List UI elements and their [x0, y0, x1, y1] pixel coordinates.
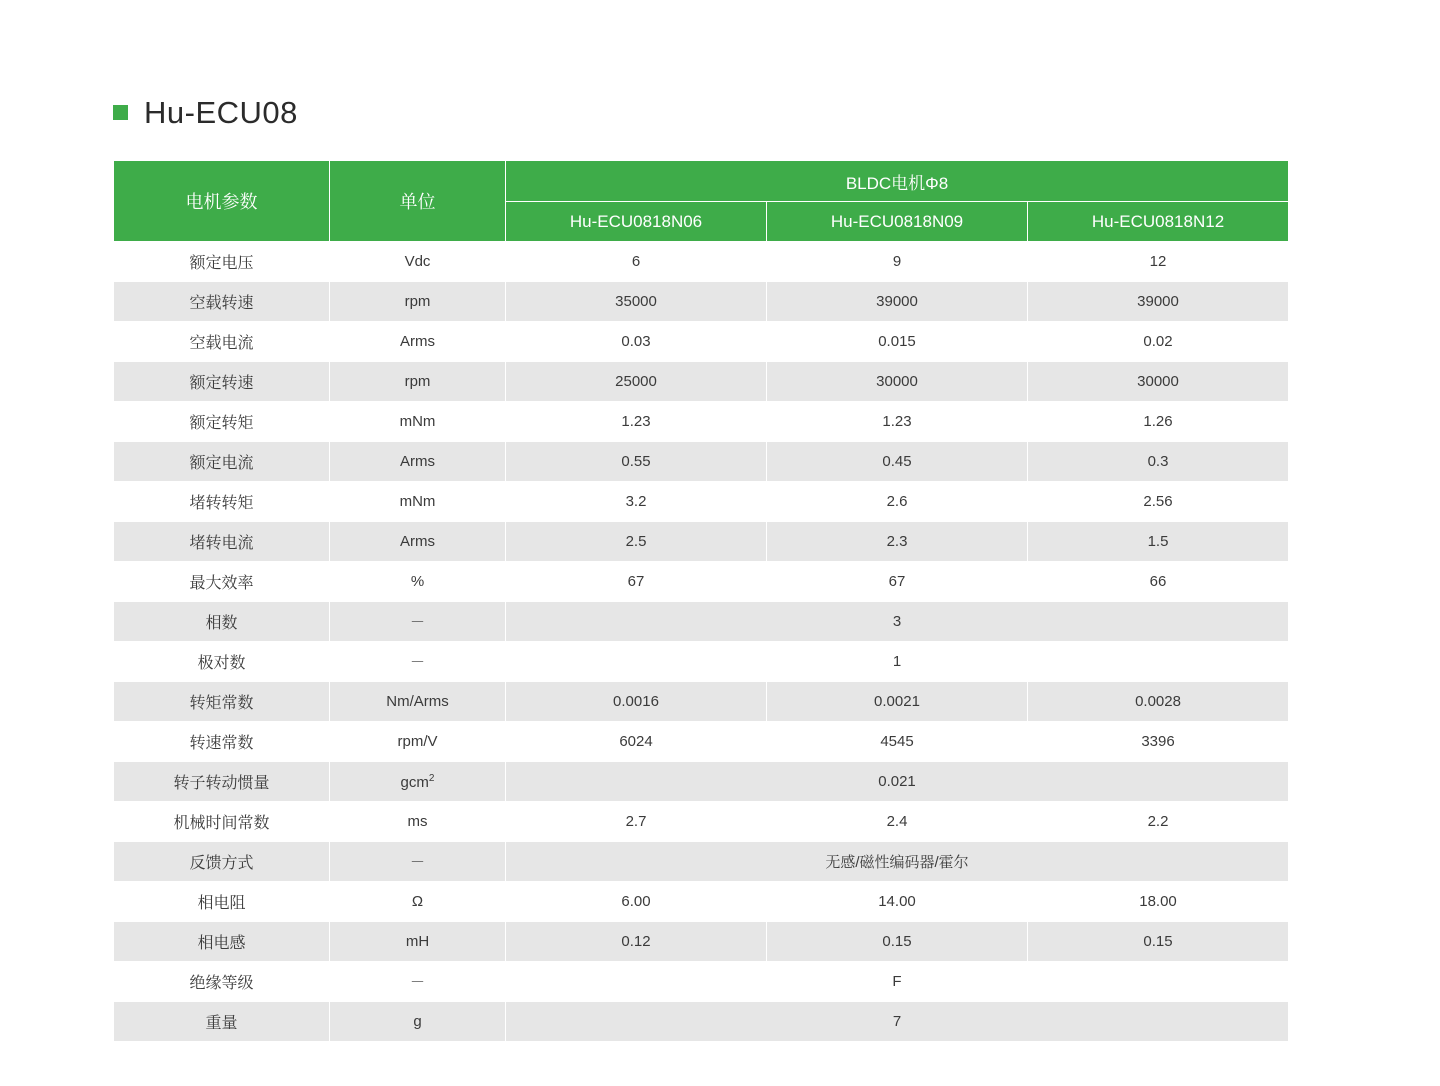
- param-cell: 空载电流: [114, 322, 330, 362]
- value-cell: 0.0016: [506, 682, 767, 722]
- value-cell: 1: [506, 642, 1289, 682]
- value-cell: 2.3: [767, 522, 1028, 562]
- unit-cell: mNm: [330, 402, 506, 442]
- unit-cell: rpm: [330, 282, 506, 322]
- value-cell: 6.00: [506, 882, 767, 922]
- table-row: [114, 282, 1289, 322]
- param-cell: 额定电压: [114, 242, 330, 282]
- param-cell: 额定转矩: [114, 402, 330, 442]
- table-row: [114, 882, 1289, 922]
- unit-cell: g: [330, 1002, 506, 1042]
- value-cell: 2.7: [506, 802, 767, 842]
- unit-cell: ms: [330, 802, 506, 842]
- header-group: BLDC电机Φ8: [506, 161, 1289, 202]
- value-cell: 1.26: [1028, 402, 1289, 442]
- value-cell: 2.5: [506, 522, 767, 562]
- table-row: [114, 482, 1289, 522]
- value-cell: 0.15: [767, 922, 1028, 962]
- unit-cell: Arms: [330, 322, 506, 362]
- unit-cell: Vdc: [330, 242, 506, 282]
- value-cell: 30000: [1028, 362, 1289, 402]
- value-cell: 无感/磁性编码器/霍尔: [506, 842, 1289, 882]
- value-cell: 3: [506, 602, 1289, 642]
- table-row: [114, 842, 1289, 882]
- value-cell: 30000: [767, 362, 1028, 402]
- table-row: [114, 522, 1289, 562]
- header-unit: 单位: [330, 161, 506, 242]
- value-cell: 0.0028: [1028, 682, 1289, 722]
- param-cell: 堵转电流: [114, 522, 330, 562]
- value-cell: 1.5: [1028, 522, 1289, 562]
- unit-cell: mNm: [330, 482, 506, 522]
- param-cell: 相数: [114, 602, 330, 642]
- table-row: [114, 642, 1289, 682]
- value-cell: 35000: [506, 282, 767, 322]
- param-cell: 极对数: [114, 642, 330, 682]
- param-cell: 绝缘等级: [114, 962, 330, 1002]
- page-title-text: Hu-ECU08: [144, 95, 298, 130]
- value-cell: F: [506, 962, 1289, 1002]
- value-cell: 0.03: [506, 322, 767, 362]
- value-cell: 6: [506, 242, 767, 282]
- header-model-1: Hu-ECU0818N06: [506, 202, 767, 242]
- value-cell: 0.15: [1028, 922, 1289, 962]
- value-cell: 0.015: [767, 322, 1028, 362]
- param-cell: 额定转速: [114, 362, 330, 402]
- table-row: [114, 922, 1289, 962]
- table-row: [114, 962, 1289, 1002]
- value-cell: 7: [506, 1002, 1289, 1042]
- table-row: [114, 242, 1289, 282]
- param-cell: 机械时间常数: [114, 802, 330, 842]
- table-row: [114, 602, 1289, 642]
- value-cell: 2.6: [767, 482, 1028, 522]
- table-body: [114, 242, 1289, 1042]
- unit-cell: %: [330, 562, 506, 602]
- param-cell: 相电感: [114, 922, 330, 962]
- param-cell: 空载转速: [114, 282, 330, 322]
- value-cell: 3396: [1028, 722, 1289, 762]
- header-model-3: Hu-ECU0818N12: [1028, 202, 1289, 242]
- unit-cell: gcm$^2$: [330, 762, 506, 802]
- value-cell: 12: [1028, 242, 1289, 282]
- value-cell: 25000: [506, 362, 767, 402]
- value-cell: 39000: [767, 282, 1028, 322]
- value-cell: 6024: [506, 722, 767, 762]
- unit-cell: －: [330, 602, 506, 642]
- param-cell: 转速常数: [114, 722, 330, 762]
- value-cell: 3.2: [506, 482, 767, 522]
- table-row: [114, 322, 1289, 362]
- param-cell: 相电阻: [114, 882, 330, 922]
- unit-cell: rpm: [330, 362, 506, 402]
- param-cell: 反馈方式: [114, 842, 330, 882]
- unit-cell: Arms: [330, 522, 506, 562]
- value-cell: 0.0021: [767, 682, 1028, 722]
- header-param: 电机参数: [114, 161, 330, 242]
- unit-cell: －: [330, 842, 506, 882]
- value-cell: 1.23: [767, 402, 1028, 442]
- table-row: [114, 362, 1289, 402]
- table-row: [114, 1002, 1289, 1042]
- value-cell: 4545: [767, 722, 1028, 762]
- value-cell: 0.02: [1028, 322, 1289, 362]
- unit-cell: －: [330, 642, 506, 682]
- param-cell: 重量: [114, 1002, 330, 1042]
- value-cell: 0.45: [767, 442, 1028, 482]
- param-cell: 转矩常数: [114, 682, 330, 722]
- value-cell: 0.3: [1028, 442, 1289, 482]
- table-row: [114, 722, 1289, 762]
- param-cell: 堵转转矩: [114, 482, 330, 522]
- param-cell: 额定电流: [114, 442, 330, 482]
- value-cell: 9: [767, 242, 1028, 282]
- value-cell: 67: [506, 562, 767, 602]
- unit-cell: mH: [330, 922, 506, 962]
- header-model-2: Hu-ECU0818N09: [767, 202, 1028, 242]
- table-row: [114, 802, 1289, 842]
- unit-cell: Nm/Arms: [330, 682, 506, 722]
- unit-cell: rpm/V: [330, 722, 506, 762]
- bullet-icon: [113, 105, 128, 120]
- unit-cell: Arms: [330, 442, 506, 482]
- value-cell: 18.00: [1028, 882, 1289, 922]
- value-cell: 2.56: [1028, 482, 1289, 522]
- value-cell: 0.55: [506, 442, 767, 482]
- value-cell: 14.00: [767, 882, 1028, 922]
- value-cell: 39000: [1028, 282, 1289, 322]
- unit-cell: Ω: [330, 882, 506, 922]
- table-row: [114, 402, 1289, 442]
- param-cell: 转子转动惯量: [114, 762, 330, 802]
- table-row: [114, 442, 1289, 482]
- value-cell: 0.12: [506, 922, 767, 962]
- value-cell: 2.2: [1028, 802, 1289, 842]
- page-title: [113, 97, 298, 128]
- unit-cell: －: [330, 962, 506, 1002]
- table-row: [114, 562, 1289, 602]
- value-cell: 1.23: [506, 402, 767, 442]
- table-header: [114, 161, 1289, 242]
- value-cell: 66: [1028, 562, 1289, 602]
- motor-spec-table: [113, 160, 1289, 1042]
- table-row: [114, 682, 1289, 722]
- value-cell: 67: [767, 562, 1028, 602]
- table-row: [114, 762, 1289, 802]
- value-cell: 2.4: [767, 802, 1028, 842]
- param-cell: 最大效率: [114, 562, 330, 602]
- value-cell: 0.021: [506, 762, 1289, 802]
